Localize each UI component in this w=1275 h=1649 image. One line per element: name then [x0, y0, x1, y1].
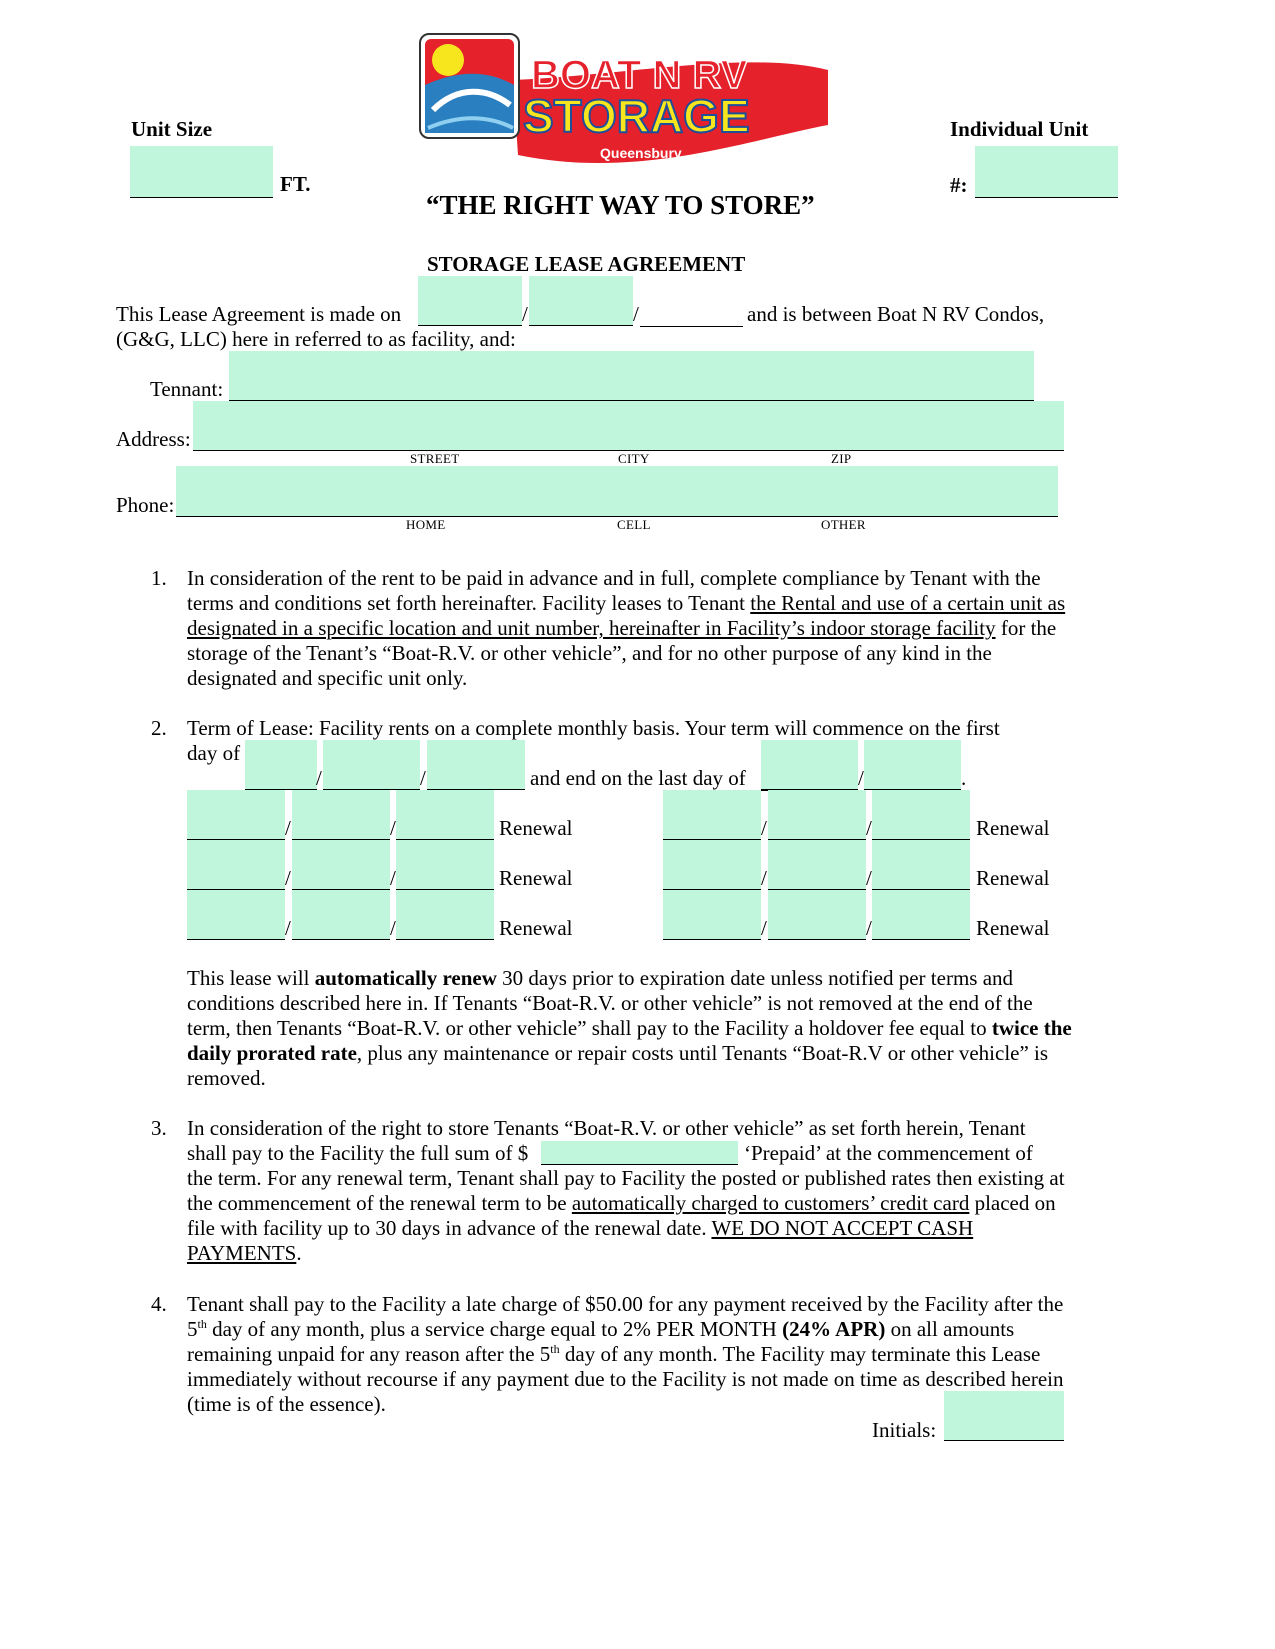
term-line1: Term of Lease: Facility rents on a complete monthly basis. Your term will commence on the first [187, 716, 1000, 740]
date-slash: / [761, 866, 767, 890]
renewal-month-field[interactable] [663, 840, 761, 890]
initials-field[interactable] [944, 1391, 1064, 1441]
date-slash: / [390, 816, 396, 840]
section-3-line1: In consideration of the right to store Tenants “Boat-R.V. or other vehicle” as set forth herein, Tenant [187, 1116, 1026, 1140]
date-slash: / [866, 916, 872, 940]
section-2-number: 2. [151, 716, 167, 740]
date-slash: / [420, 766, 426, 790]
address-label: Address: [116, 427, 191, 451]
document-title: STORAGE LEASE AGREEMENT [427, 252, 746, 276]
renewal-label: Renewal [499, 866, 573, 890]
renewal-year-field[interactable] [396, 890, 494, 940]
intro-line2: (G&G, LLC) here in referred to as facility, and: [116, 327, 516, 351]
renewal-month-field[interactable] [187, 890, 285, 940]
renewal-year-field[interactable] [872, 790, 970, 840]
renewal-month-field[interactable] [187, 790, 285, 840]
intro-made-on: This Lease Agreement is made on [116, 302, 402, 326]
date-slash: / [633, 302, 639, 326]
period: . [961, 766, 967, 790]
ft-label: FT. [280, 172, 311, 196]
section-4-text: Tenant shall pay to the Facility a late charge of $50.00 for any payment received by the Facility after the 5th day of any month, plus a service charge equal to 2% PER MONTH (24% APR) on all amounts remaining unpaid for any reason after the 5th day of any month. The Facility may terminate this Lease immediately without recourse if any payment due to the Facility is not made on time as described herein (time is of the essence). [187, 1292, 1064, 1416]
renewal-month-field[interactable] [663, 890, 761, 940]
renewal-day-field[interactable] [292, 790, 390, 840]
renewal-label: Renewal [499, 916, 573, 940]
address-sub-street: STREET [410, 451, 460, 466]
section-1-number: 1. [151, 566, 167, 590]
date-slash: / [316, 766, 322, 790]
address-sub-city: CITY [618, 451, 650, 466]
lease-date-month-field[interactable] [418, 276, 522, 326]
date-slash: / [761, 916, 767, 940]
renewal-day-field[interactable] [768, 840, 866, 890]
section-3-line2a: shall pay to the Facility the full sum of $ [187, 1141, 529, 1165]
renewal-year-field[interactable] [872, 890, 970, 940]
phone-field[interactable] [176, 466, 1058, 517]
renewal-year-field[interactable] [396, 790, 494, 840]
section-3-line2b: ‘Prepaid’ at the commencement of [744, 1141, 1033, 1165]
unit-number-field[interactable] [975, 146, 1118, 198]
date-slash: / [866, 866, 872, 890]
date-slash: / [866, 816, 872, 840]
slogan: “THE RIGHT WAY TO STORE” [426, 190, 815, 220]
section-4-number: 4. [151, 1292, 167, 1316]
renewal-label: Renewal [976, 816, 1050, 840]
lease-date-year-line[interactable] [640, 302, 743, 327]
boat-n-rv-storage-logo [418, 30, 832, 172]
renewal-day-field[interactable] [292, 890, 390, 940]
phone-sub-other: OTHER [821, 517, 866, 532]
renewal-day-field[interactable] [768, 790, 866, 840]
individual-unit-label: Individual Unit [950, 117, 1089, 141]
unit-number-hash-label: #: [950, 173, 968, 197]
tenant-name-field[interactable] [229, 351, 1034, 401]
address-sub-zip: ZIP [831, 451, 852, 466]
term-end-year-field[interactable] [864, 740, 961, 790]
unit-size-field[interactable] [130, 146, 273, 198]
sun-icon [432, 44, 464, 76]
date-slash: / [858, 766, 864, 790]
term-end-month-field[interactable] [761, 740, 858, 790]
term-day-of: day of [187, 741, 241, 765]
date-slash: / [390, 916, 396, 940]
renewal-day-field[interactable] [768, 890, 866, 940]
renewal-month-field[interactable] [187, 840, 285, 890]
initials-label: Initials: [872, 1418, 937, 1442]
tenant-label: Tennant: [150, 377, 224, 401]
term-start-year-field[interactable] [427, 740, 525, 790]
renewal-label: Renewal [499, 816, 573, 840]
section-3-rest: the term. For any renewal term, Tenant shall pay to Facility the posted or published rates then existing at the commencement of the renewal term to be automatically charged to customers’ credit card placed on file with facility up to 30 days in advance of the renewal date. WE DO NOT ACCEPT CASH PAYMENTS. [187, 1166, 1065, 1265]
renewal-year-field[interactable] [872, 840, 970, 890]
term-end-text: and end on the last day of [530, 766, 746, 790]
phone-label: Phone: [116, 493, 175, 517]
renewal-label: Renewal [976, 916, 1050, 940]
phone-sub-cell: CELL [617, 517, 651, 532]
intro-between: and is between Boat N RV Condos, [747, 302, 1045, 326]
section-1-text: In consideration of the rent to be paid in advance and in full, complete compliance by Tenant with the terms and conditions set forth hereinafter. Facility leases to Tenant the Rental and use of a certain unit as designated in a specific location and unit number, hereinafter in Facility’s indoor storage facility for the storage of the Tenant’s “Boat-R.V. or other vehicle”, and for no other purpose of any kind in the designated and specific unit only. [187, 566, 1066, 690]
logo-line1: BOAT N RV [531, 53, 748, 97]
renewal-month-field[interactable] [663, 790, 761, 840]
renewal-label: Renewal [976, 866, 1050, 890]
logo-location: Queensbury [600, 145, 682, 161]
term-start-day-field[interactable] [323, 740, 420, 790]
phone-sub-home: HOME [406, 517, 446, 532]
logo-line2: STORAGE [523, 90, 750, 142]
address-field[interactable] [193, 401, 1064, 451]
date-slash: / [390, 866, 396, 890]
date-slash: / [285, 866, 291, 890]
renewal-day-field[interactable] [292, 840, 390, 890]
auto-renew-paragraph: This lease will automatically renew 30 days prior to expiration date unless notified per terms and conditions described here in. If Tenants “Boat-R.V. or other vehicle” is not removed at the end of the term, then Tenants “Boat-R.V. or other vehicle” shall pay to the Facility a holdover fee equal to twice the daily prorated rate, plus any maintenance or repair costs until Tenants “Boat-R.V or other vehicle” is removed. [187, 966, 1072, 1090]
date-slash: / [285, 916, 291, 940]
term-start-month-field[interactable] [245, 740, 317, 790]
underline [219, 766, 245, 791]
unit-size-label: Unit Size [131, 117, 213, 141]
date-slash: / [522, 302, 528, 326]
date-slash: / [285, 816, 291, 840]
renewal-year-field[interactable] [396, 840, 494, 890]
date-slash: / [761, 816, 767, 840]
prepaid-amount-field[interactable] [541, 1141, 738, 1165]
section-3-number: 3. [151, 1116, 167, 1140]
lease-date-day-field[interactable] [529, 276, 633, 326]
